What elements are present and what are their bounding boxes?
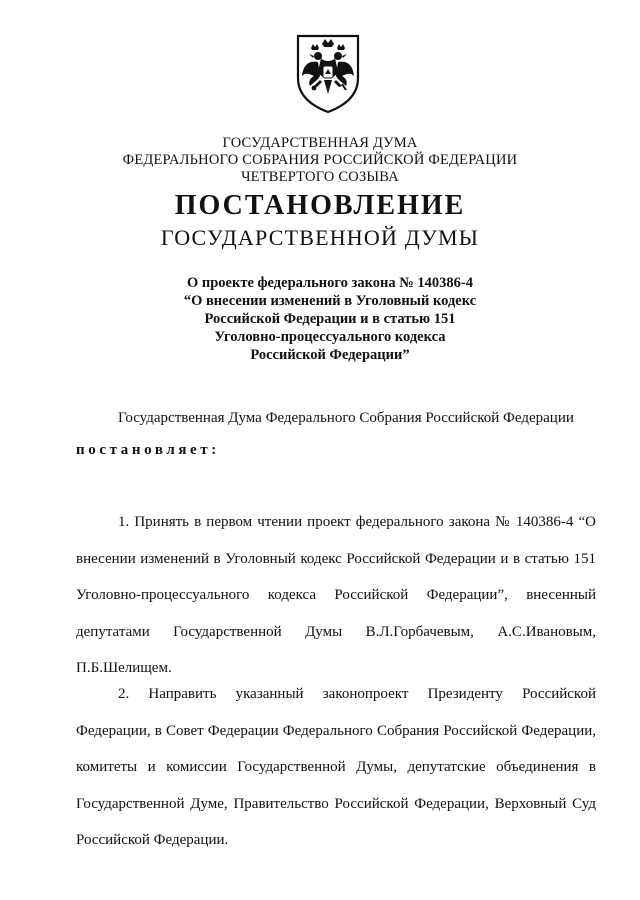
issuer-line-3: ЧЕТВЕРТОГО СОЗЫВА — [241, 169, 399, 185]
resolution-paragraph-2: 2. Направить указанный законопроект Президенту Российской Федерации, в Совет Федерации Федерального Собрания Российской Федерации, комитеты и комиссии Государственной Думы, депутатские объединения в Государственной Думе, Правительство Российской Федерации, Верховный Суд Российской Федерации. — [76, 686, 596, 848]
subject-line-1: О проекте федерального закона № 140386-4 — [186, 275, 474, 291]
subject-line-4: Уголовно-процессуального кодекса — [214, 329, 446, 345]
issuer-line-1: ГОСУДАРСТВЕННАЯ ДУМА — [222, 135, 418, 151]
document-type-title: ПОСТАНОВЛЕНИЕ — [174, 190, 466, 221]
intro-paragraph: Государственная Дума Федерального Собрания Российской Федерации — [118, 410, 574, 426]
document-organization: ГОСУДАРСТВЕННОЙ ДУМЫ — [160, 225, 480, 250]
subject-line-3: Российской Федерации и в статью 151 — [204, 311, 456, 327]
coat-of-arms-emblem — [294, 32, 362, 114]
subject-line-5: Российской Федерации” — [250, 347, 410, 363]
subject-line-2: “О внесении изменений в Уголовный кодекс — [183, 293, 477, 309]
document-subject — [180, 274, 480, 364]
issuer-line-2: ФЕДЕРАЛЬНОГО СОБРАНИЯ РОССИЙСКОЙ ФЕДЕРАЦИИ — [122, 152, 518, 168]
resolution-paragraph-1: 1. Принять в первом чтении проект федерального закона № 140386-4 “О внесении изменений в Уголовный кодекс Российской Федерации и в статью 151 Уголовно-процессуального кодекса Российской Федерации”, внесенный депутатами Государственной Думы В.Л.Горбачевым, А.С.Ивановым, П.Б.Шелищем. — [76, 514, 596, 676]
decides-word: постановляет: — [76, 442, 220, 458]
